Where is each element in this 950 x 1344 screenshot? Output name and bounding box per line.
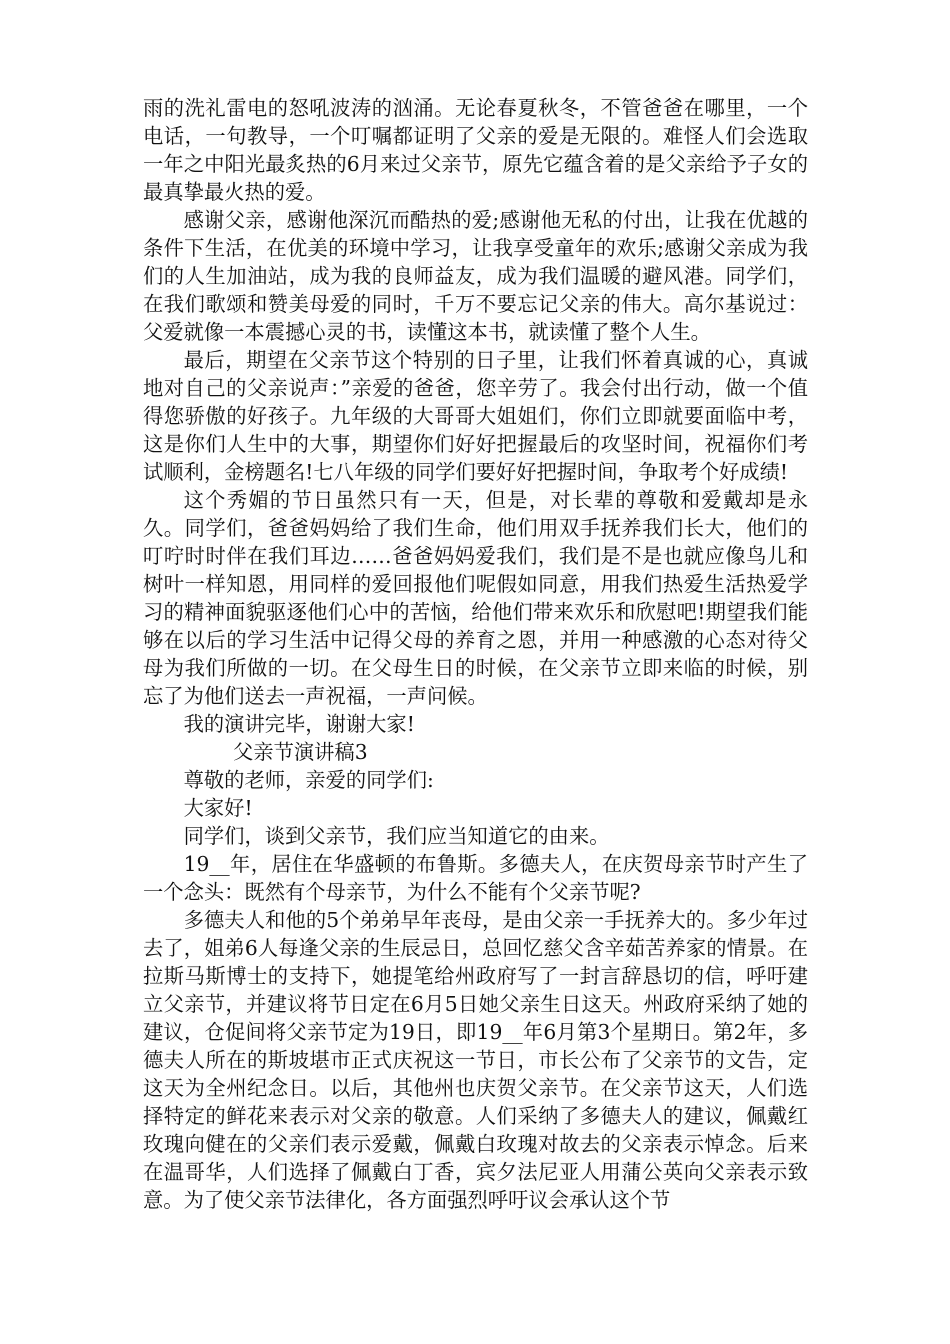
- paragraph-continuation: 雨的洗礼雷电的怒吼波涛的汹涌。无论春夏秋冬，不管爸爸在哪里，一个电话，一句教导，一个叮嘱都证明了父亲的爱是无限的。难怪人们会选取一年之中阳光最炙热的6月来过父亲节，原先它蕴含着的是父亲给予子女的最真挚最火热的爱。: [143, 96, 808, 204]
- paragraph-salutation: 尊敬的老师，亲爱的同学们:: [183, 768, 434, 792]
- paragraph-intro: 同学们，谈到父亲节，我们应当知道它的由来。: [183, 824, 610, 848]
- paragraph-respect-elders: 这个秀媚的节日虽然只有一天，但是，对长辈的尊敬和爱戴却是永久。同学们，爸爸妈妈给了我们生命，他们用双手抚养我们长大，他们的叮咛时时伴在我们耳边……爸爸妈妈爱我们，我们是不是也就应像鸟儿和树叶一样知恩，用同样的爱回报他们呢假如同意，用我们热爱生活热爱学习的精神面貌驱逐他们心中的苦恼，给他们带来欢乐和欣慰吧!期望我们能够在以后的学习生活中记得父母的养育之恩，并用一种感激的心态对待父母为我们所做的一切。在父母生日的时候，在父亲节立即来临的时候，别忘了为他们送去一声祝福，一声问候。: [143, 488, 808, 708]
- paragraph-closing-wishes: 最后，期望在父亲节这个特别的日子里，让我们怀着真诚的心，真诚地对自己的父亲说声：”亲爱的爸爸，您辛劳了。我会付出行动，做一个值得您骄傲的好孩子。九年级的大哥哥大姐姐们，你们立即就要面临中考，这是你们人生中的大事，期望你们好好把握最后的攻坚时间，祝福你们考试顺利，金榜题名!七八年级的同学们要好好把握时间，争取考个好成绩!: [143, 348, 808, 484]
- paragraph-greeting: 大家好!: [183, 796, 253, 820]
- paragraph-speech-end: 我的演讲完毕，谢谢大家!: [183, 712, 415, 736]
- paragraph-origin: 19__年，居住在华盛顿的布鲁斯。多德夫人，在庆贺母亲节时产生了一个念头：既然有个母亲节，为什么不能有个父亲节呢?: [143, 852, 808, 904]
- paragraph-gratitude: 感谢父亲，感谢他深沉而酷热的爱;感谢他无私的付出，让我在优越的条件下生活，在优美的环境中学习，让我享受童年的欢乐;感谢父亲成为我们的人生加油站，成为我的良师益友，成为我们温暖的避风港。同学们，在我们歌颂和赞美母爱的同时，千万不要忘记父亲的伟大。高尔基说过：父爱就像一本震撼心灵的书，读懂这本书，就读懂了整个人生。: [143, 208, 808, 344]
- paragraph-history: 多德夫人和他的5个弟弟早年丧母，是由父亲一手抚养大的。多少年过去了，姐弟6人每逢父亲的生辰忌日，总回忆慈父含辛茹苦养家的情景。在拉斯马斯博士的支持下，她提笔给州政府写了一封言辞恳切的信，呼吁建立父亲节，并建议将节日定在6月5日她父亲生日这天。州政府采纳了她的建议，仓促间将父亲节定为19日，即19__年6月第3个星期日。第2年，多德夫人所在的斯坡堪市正式庆祝这一节日，市长公布了父亲节的文告，定这天为全州纪念日。以后，其他州也庆贺父亲节。在父亲节这天，人们选择特定的鲜花来表示对父亲的敬意。人们采纳了多德夫人的建议，佩戴红玫瑰向健在的父亲们表示爱戴，佩戴白玫瑰对故去的父亲表示悼念。后来在温哥华，人们选择了佩戴白丁香，宾夕法尼亚人用蒲公英向父亲表示致意。为了使父亲节法律化，各方面强烈呼吁议会承认这个节: [143, 908, 808, 1212]
- section-title: 父亲节演讲稿3: [233, 740, 368, 764]
- document-body: [143, 94, 808, 1214]
